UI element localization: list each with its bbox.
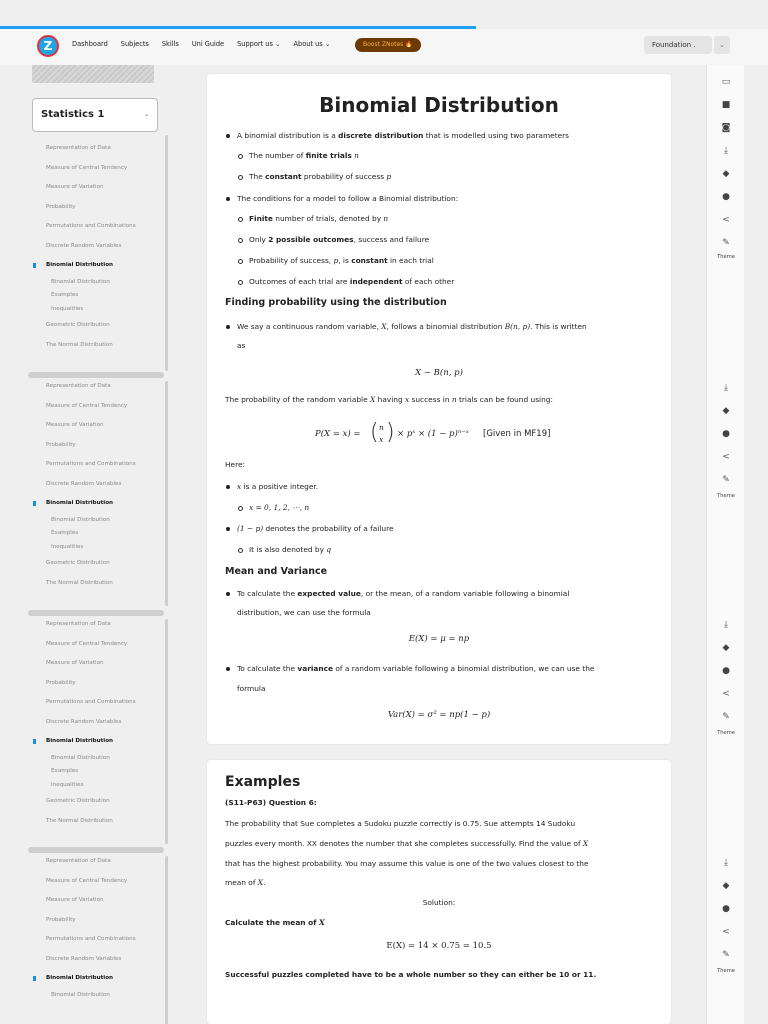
bullet-text: We say a continuous random variable, X, follows a binomial distribution B(n, p). This is written — [237, 322, 587, 331]
theme-label[interactable]: Theme — [717, 493, 735, 499]
topic-item[interactable]: Permutations and Combinations — [46, 223, 136, 229]
equation-left: P(X = x) = — [315, 429, 361, 439]
binom-bottom: x — [379, 435, 384, 444]
topic-item[interactable]: Geometric Distribution — [46, 322, 110, 328]
body-text: Here: — [225, 460, 246, 469]
topic-item[interactable]: Discrete Random Variables — [46, 480, 122, 487]
pencil-icon[interactable]: ✎ — [722, 238, 730, 248]
sub-bullet-text: The constant probability of success p — [249, 172, 392, 181]
folder-icon[interactable]: ■ — [721, 100, 731, 110]
topic-item-active[interactable]: Binomial Distribution — [28, 256, 166, 276]
subtopic-item[interactable]: Examples — [51, 292, 79, 298]
equation: X ∼ B(n, p) — [415, 368, 463, 378]
body-text: The probability of the random variable X having x success in n trials can be found using: — [225, 395, 553, 404]
share-icon[interactable]: < — [722, 452, 730, 462]
topic-item[interactable]: Measure of Variation — [46, 422, 104, 428]
subtopic-item[interactable]: Binomial Distribution — [51, 278, 110, 285]
sidebar-hatched-banner — [32, 65, 154, 83]
sub-bullet-text: Outcomes of each trial are independent of each other — [249, 277, 455, 286]
question-text: puzzles every month. XX denotes the number that she completes successfully. Find the value of X — [225, 839, 589, 848]
sub-bullet-text: Finite number of trials, denoted by n — [249, 214, 389, 223]
sub-bullet-text: Only 2 possible outcomes, success and failure — [249, 235, 430, 244]
info-icon[interactable]: ● — [722, 429, 730, 439]
top-navigation — [0, 29, 768, 65]
share-icon[interactable]: < — [722, 689, 730, 699]
subject-select[interactable] — [32, 98, 158, 132]
topic-item[interactable]: Geometric Distribution — [46, 560, 110, 566]
body-text: distribution, we can use the formula — [237, 608, 371, 617]
pencil-icon[interactable]: ✎ — [722, 950, 730, 960]
topic-item[interactable]: Probability — [46, 441, 76, 448]
quiz-icon[interactable]: ◆ — [722, 643, 730, 653]
topic-list — [28, 852, 166, 1002]
quiz-icon[interactable]: ◆ — [722, 169, 730, 179]
sub-bullet-text: Probability of success, p, is constant in each trial — [249, 256, 434, 265]
nav-link-dashboard[interactable]: Dashboard — [72, 40, 108, 48]
topic-item-active[interactable]: Binomial Distribution — [28, 969, 166, 989]
znotes-logo[interactable]: Z — [37, 35, 59, 57]
paren-right-icon: ) — [386, 420, 395, 445]
nav-link-support-us[interactable]: Support us ⌄ — [237, 40, 281, 48]
equation: E(X) = μ = np — [408, 634, 470, 644]
boost-znotes-button[interactable]: Boost ZNotes 🔥 — [355, 38, 421, 52]
download-icon[interactable]: ⤓ — [724, 858, 728, 868]
nav-link-subjects[interactable]: Subjects — [120, 40, 149, 48]
download-icon[interactable]: ⤓ — [724, 620, 728, 630]
info-icon[interactable]: ● — [722, 904, 730, 914]
right-tool-rail — [706, 65, 744, 1024]
subtopic-item[interactable]: Binomial Distribution — [51, 754, 110, 761]
info-icon[interactable]: ● — [722, 666, 730, 676]
nav-link-skills[interactable]: Skills — [161, 40, 179, 48]
bullet-text: To calculate the variance of a random variable following a binomial distribution, we can use the — [237, 664, 595, 673]
topic-item[interactable]: Measure of Variation — [46, 660, 104, 666]
pencil-icon[interactable]: ✎ — [722, 712, 730, 722]
topic-item[interactable]: The Normal Distribution — [46, 341, 113, 348]
topic-item[interactable]: Permutations and Combinations — [46, 936, 136, 942]
subtopic-item[interactable]: Inequalities — [51, 781, 84, 788]
theme-label[interactable]: Theme — [717, 730, 735, 736]
question-text: The probability that Sue completes a Sudoku puzzle correctly is 0.75. Sue attempts 14 Sudoku — [225, 819, 576, 828]
topic-item[interactable]: Representation of Data — [46, 383, 111, 389]
topic-item[interactable]: Measure of Central Tendency — [46, 640, 128, 647]
topic-item[interactable]: Probability — [46, 679, 76, 686]
theme-label[interactable]: Theme — [717, 968, 735, 974]
question-text: mean of X. — [225, 878, 266, 887]
share-icon[interactable]: < — [722, 215, 730, 225]
topic-item[interactable]: Permutations and Combinations — [46, 699, 136, 705]
subtopic-item[interactable]: Examples — [51, 768, 79, 774]
subject-select-label: Statistics 1 — [41, 109, 105, 120]
quiz-icon[interactable]: ◆ — [722, 406, 730, 416]
bullet-text: (1 − p) denotes the probability of a failure — [237, 524, 394, 533]
bullet-text: x is a positive integer. — [237, 482, 319, 491]
quiz-icon[interactable]: ◆ — [722, 881, 730, 891]
topic-item[interactable]: Measure of Variation — [46, 184, 104, 190]
topic-item[interactable]: Representation of Data — [46, 145, 111, 151]
examples-title: Examples — [225, 774, 301, 790]
topic-item[interactable]: Probability — [46, 203, 76, 210]
equation-note: [Given in MF19] — [483, 429, 551, 439]
question-text: that has the highest probability. You may assume this value is one of the two values closest to the — [225, 859, 589, 868]
topic-item[interactable]: Probability — [46, 916, 76, 923]
topic-item[interactable]: Measure of Central Tendency — [46, 164, 128, 171]
topic-item[interactable]: Representation of Data — [46, 858, 111, 864]
topic-item-active[interactable]: Binomial Distribution — [28, 494, 166, 514]
discord-icon[interactable]: ◙ — [721, 123, 731, 133]
bullet-text: To calculate the expected value, or the mean, of a random variable following a binomial — [237, 589, 570, 598]
level-select[interactable]: Foundation . — [644, 36, 712, 54]
article-card — [207, 74, 671, 744]
topic-item[interactable]: The Normal Distribution — [46, 817, 113, 824]
presentation-icon[interactable]: ▭ — [721, 77, 731, 87]
subtopic-item[interactable]: Inequalities — [51, 543, 84, 550]
info-icon[interactable]: ● — [722, 192, 730, 202]
topic-item[interactable]: The Normal Distribution — [46, 579, 113, 586]
topic-item[interactable]: Representation of Data — [46, 621, 111, 627]
topic-item[interactable]: Measure of Variation — [46, 897, 104, 903]
topic-item[interactable]: Discrete Random Variables — [46, 718, 122, 725]
body-text: formula — [237, 684, 266, 693]
topic-list — [28, 377, 166, 593]
sub-bullet-text: x = 0, 1, 2, ⋯, n — [249, 503, 310, 512]
nav-links — [72, 40, 330, 48]
page-title: Binomial Distribution — [319, 93, 559, 117]
topic-item[interactable]: Discrete Random Variables — [46, 242, 122, 249]
sub-bullet-text: The number of finite trials n — [249, 151, 359, 160]
section-heading: Mean and Variance — [225, 566, 328, 577]
sidebar — [28, 65, 168, 1024]
nav-link-about-us[interactable]: About us ⌄ — [293, 40, 331, 48]
nav-link-uni-guide[interactable]: Uni Guide — [191, 40, 225, 48]
body-text: as — [237, 341, 246, 350]
subtopic-item[interactable]: Binomial Distribution — [51, 991, 110, 998]
question-label: (S11-P63) Question 6: — [225, 798, 317, 807]
bullet-text: A binomial distribution is a discrete distribution that is modelled using two parameters — [237, 131, 570, 140]
section-heading: Finding probability using the distribution — [225, 297, 447, 308]
topic-list — [28, 615, 166, 831]
equation-right: × pˣ × (1 − p)ⁿ⁻ˣ — [397, 429, 469, 439]
subtopic-item[interactable]: Examples — [51, 530, 79, 536]
theme-label[interactable]: Theme — [717, 254, 735, 260]
download-icon[interactable]: ⤓ — [724, 383, 728, 393]
subtopic-item[interactable]: Binomial Distribution — [51, 516, 110, 523]
equation: E(X) = 14 × 0.75 = 10.5 — [386, 941, 492, 951]
subtopic-item[interactable]: Inequalities — [51, 305, 84, 312]
binom-top: n — [379, 423, 384, 432]
bullet-text: The conditions for a model to follow a Binomial distribution: — [237, 194, 459, 203]
step-heading: Successful puzzles completed have to be a whole number so they can either be 10 or 11. — [225, 970, 597, 979]
sub-bullet-text: It is also denoted by q — [249, 545, 332, 554]
binomial-equation — [315, 419, 575, 449]
chevron-down-icon: ⌄ — [143, 111, 149, 118]
topic-item[interactable]: Measure of Central Tendency — [46, 402, 128, 409]
equation: Var(X) = σ² = np(1 − p) — [387, 710, 491, 720]
share-icon[interactable]: < — [722, 927, 730, 937]
step-heading: Calculate the mean of X — [225, 918, 325, 927]
examples-card — [207, 760, 671, 1024]
download-icon[interactable]: ⤓ — [724, 146, 728, 156]
topic-item-active[interactable]: Binomial Distribution — [28, 732, 166, 752]
topic-item[interactable]: Geometric Distribution — [46, 798, 110, 804]
topic-item[interactable]: Permutations and Combinations — [46, 461, 136, 467]
topic-item[interactable]: Measure of Central Tendency — [46, 877, 128, 884]
chevron-down-icon[interactable]: ⌄ — [714, 36, 730, 54]
pencil-icon[interactable]: ✎ — [722, 475, 730, 485]
topic-list — [28, 139, 166, 355]
solution-label: Solution: — [422, 898, 456, 907]
paren-left-icon: ( — [370, 420, 379, 445]
topic-item[interactable]: Discrete Random Variables — [46, 955, 122, 962]
